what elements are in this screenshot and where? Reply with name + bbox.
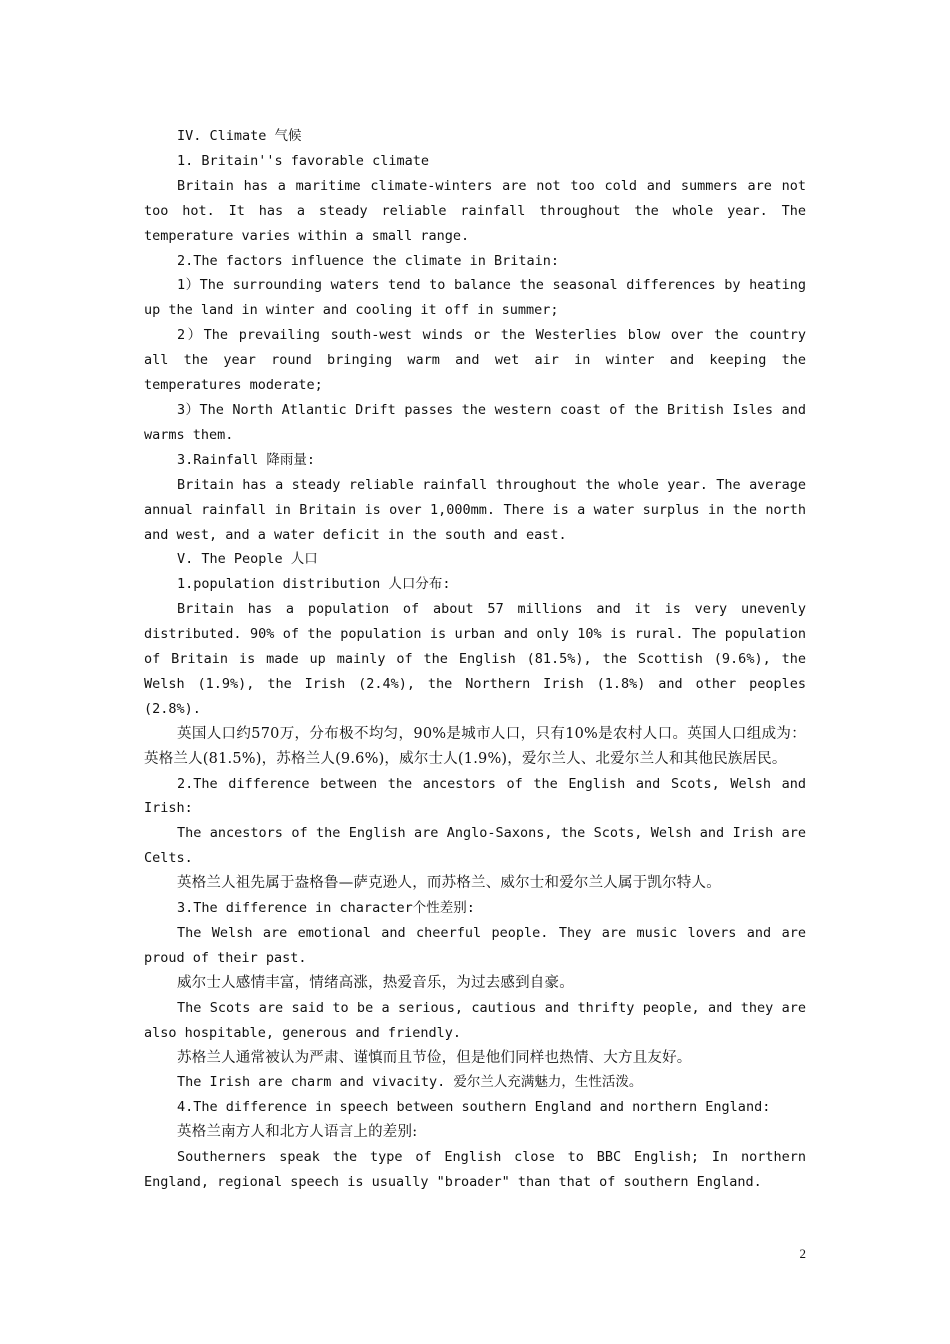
- paragraph-scots-chinese: 苏格兰人通常被认为严肃、谨慎而且节俭，但是他们同样也热情、大方且友好。: [177, 1049, 692, 1066]
- heading-character: 3.The difference in character个性差别:: [177, 900, 475, 917]
- paragraph-welsh: The Welsh are emotional and cheerful people. They are music lovers and are proud of their past.: [144, 925, 806, 966]
- paragraph-scots: The Scots are said to be a serious, cautious and thrifty people, and they are also hospitable, generous and friendly.: [144, 999, 806, 1041]
- heading-speech-chinese: 英格兰南方人和北方人语言上的差别:: [177, 1124, 418, 1141]
- heading-rainfall: 3.Rainfall 降雨量:: [177, 451, 316, 468]
- document-body: [144, 124, 806, 1195]
- paragraph-maritime-climate: Britain has a maritime climate-winters are not too cold and summers are not too hot. It has a steady reliable rainfall throughout the whole year. The temperature varies within a small range.: [144, 177, 806, 244]
- paragraph-irish: The Irish are charm and vivacity. 爱尔兰人充满魅力，生性活泼。: [177, 1074, 643, 1091]
- heading-people: V. The People 人口: [177, 551, 318, 568]
- paragraph-factor-2: 2）The prevailing south-west winds or the Westerlies blow over the country all the year round bringing warm and wet air in winter and keeping the temperatures moderate;: [144, 327, 806, 394]
- heading-population-distribution: 1.population distribution 人口分布:: [177, 576, 451, 593]
- heading-climate: IV. Climate 气候: [177, 128, 302, 144]
- paragraph-factor-1: 1）The surrounding waters tend to balance the seasonal differences by heating up the land in winter and cooling it off in summer;: [144, 277, 806, 319]
- paragraph-rainfall: Britain has a steady reliable rainfall throughout the whole year. The average annual rainfall in Britain is over 1,000mm. There is a water surplus in the north and west, and a water deficit in the south and east.: [144, 476, 806, 543]
- paragraph-welsh-chinese: 威尔士人感情丰富，情绪高涨，热爱音乐，为过去感到自豪。: [177, 974, 574, 991]
- paragraph-ancestors: The ancestors of the English are Anglo-Saxons, the Scots, Welsh and Irish are Celts.: [144, 825, 806, 867]
- paragraph-population-chinese: 英国人口约570万，分布极不均匀，90%是城市人口，只有10%是农村人口。英国人口组成为：英格兰人(81.5%)，苏格兰人(9.6%)，威尔士人(1.9%)，爱尔兰人、北爱尔兰人和其他民族居民。: [144, 725, 806, 767]
- page-number: 2: [799, 1246, 806, 1261]
- heading-speech: 4.The difference in speech between southern England and northern England:: [177, 1099, 771, 1116]
- heading-favorable-climate: 1. Britain''s favorable climate: [177, 152, 429, 169]
- heading-climate-factors: 2.The factors influence the climate in Britain:: [177, 252, 560, 269]
- paragraph-population: Britain has a population of about 57 millions and it is very unevenly distributed. 90% of the population is urban and only 10% is rural. The population of Britain is made up mainly of the English (81.5%), the Scottish (9.6%), the Welsh (1.9%), the Irish (2.4%), the Northern Irish (1.8%) and other peoples (2.8%).: [144, 601, 806, 717]
- paragraph-factor-3: 3）The North Atlantic Drift passes the western coast of the British Isles and warms them.: [144, 401, 806, 443]
- paragraph-speech: Southerners speak the type of English close to BBC English; In northern England, regional speech is usually "broader" than that of southern England.: [144, 1149, 806, 1191]
- heading-ancestors: 2.The difference between the ancestors of the English and Scots, Welsh and Irish:: [144, 775, 806, 817]
- paragraph-ancestors-chinese: 英格兰人祖先属于盎格鲁—萨克逊人，而苏格兰、威尔士和爱尔兰人属于凯尔特人。: [177, 875, 721, 892]
